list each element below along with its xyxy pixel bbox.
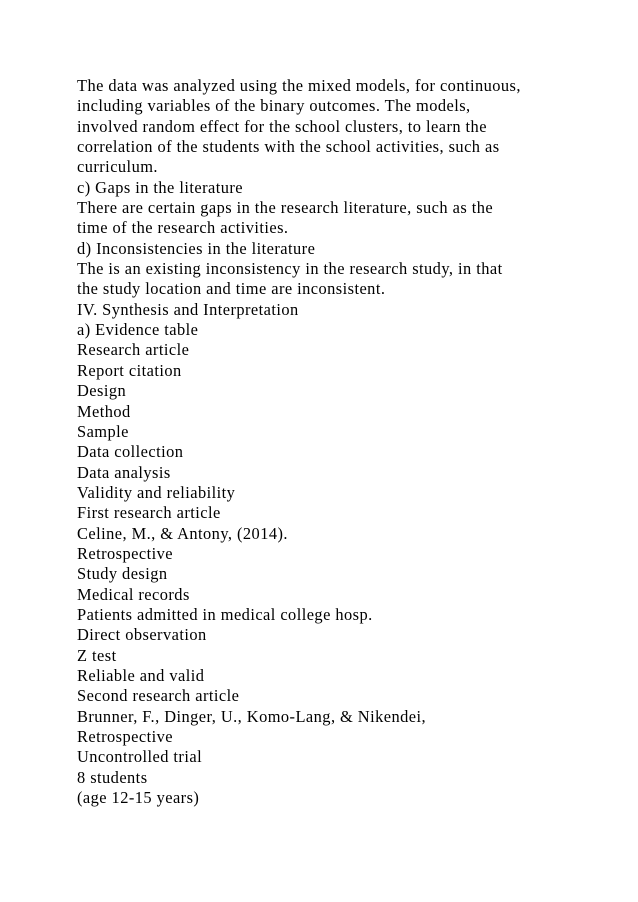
text-line: d) Inconsistencies in the literature [77, 238, 316, 258]
text-line: involved random effect for the school clusters, to learn the [77, 116, 487, 136]
text-line: Method [77, 401, 131, 421]
text-line: The is an existing inconsistency in the research study, in that [77, 259, 503, 279]
text-line: Uncontrolled trial [77, 747, 203, 767]
text-line: Research article [77, 340, 190, 360]
text-line: Sample [77, 421, 129, 441]
text-line: Retrospective [77, 727, 173, 746]
text-line: Validity and reliability [77, 482, 236, 502]
text-line: Study design [77, 564, 168, 584]
text-line: time of the research activities. [77, 218, 289, 238]
text-line: The data was analyzed using the mixed models, for continuous, [77, 76, 521, 95]
text-line: Medical records [77, 584, 190, 604]
text-line: the study location and time are inconsistent. [77, 279, 386, 299]
text-line: a) Evidence table [77, 320, 199, 340]
text-line: curriculum. [77, 157, 158, 177]
text-line: There are certain gaps in the research literature, such as the [77, 198, 494, 218]
text-line: Retrospective [77, 543, 173, 563]
text-line: correlation of the students with the school activities, such as [77, 137, 500, 157]
text-line: Patients admitted in medical college hosp. [77, 604, 373, 624]
text-line: 8 students [77, 767, 148, 787]
text-line: Direct observation [77, 625, 207, 645]
text-line: Z test [77, 645, 117, 665]
text-line: Data analysis [77, 462, 171, 482]
text-line: Second research article [77, 686, 240, 706]
text-line: (age 12-15 years) [77, 788, 200, 808]
document-body-text [77, 76, 597, 808]
text-line: Report citation [77, 360, 182, 380]
text-line: First research article [77, 503, 221, 523]
text-line: including variables of the binary outcomes. The models, [77, 96, 471, 116]
text-line: Design [77, 381, 127, 401]
text-line: c) Gaps in the literature [77, 177, 243, 197]
text-line: Brunner, F., Dinger, U., Komo-Lang, & Nikendei, [77, 706, 427, 726]
text-line: Data collection [77, 442, 184, 462]
text-line: Celine, M., & Antony, (2014). [77, 523, 288, 543]
text-line: Reliable and valid [77, 665, 205, 685]
text-line: IV. Synthesis and Interpretation [77, 299, 299, 319]
